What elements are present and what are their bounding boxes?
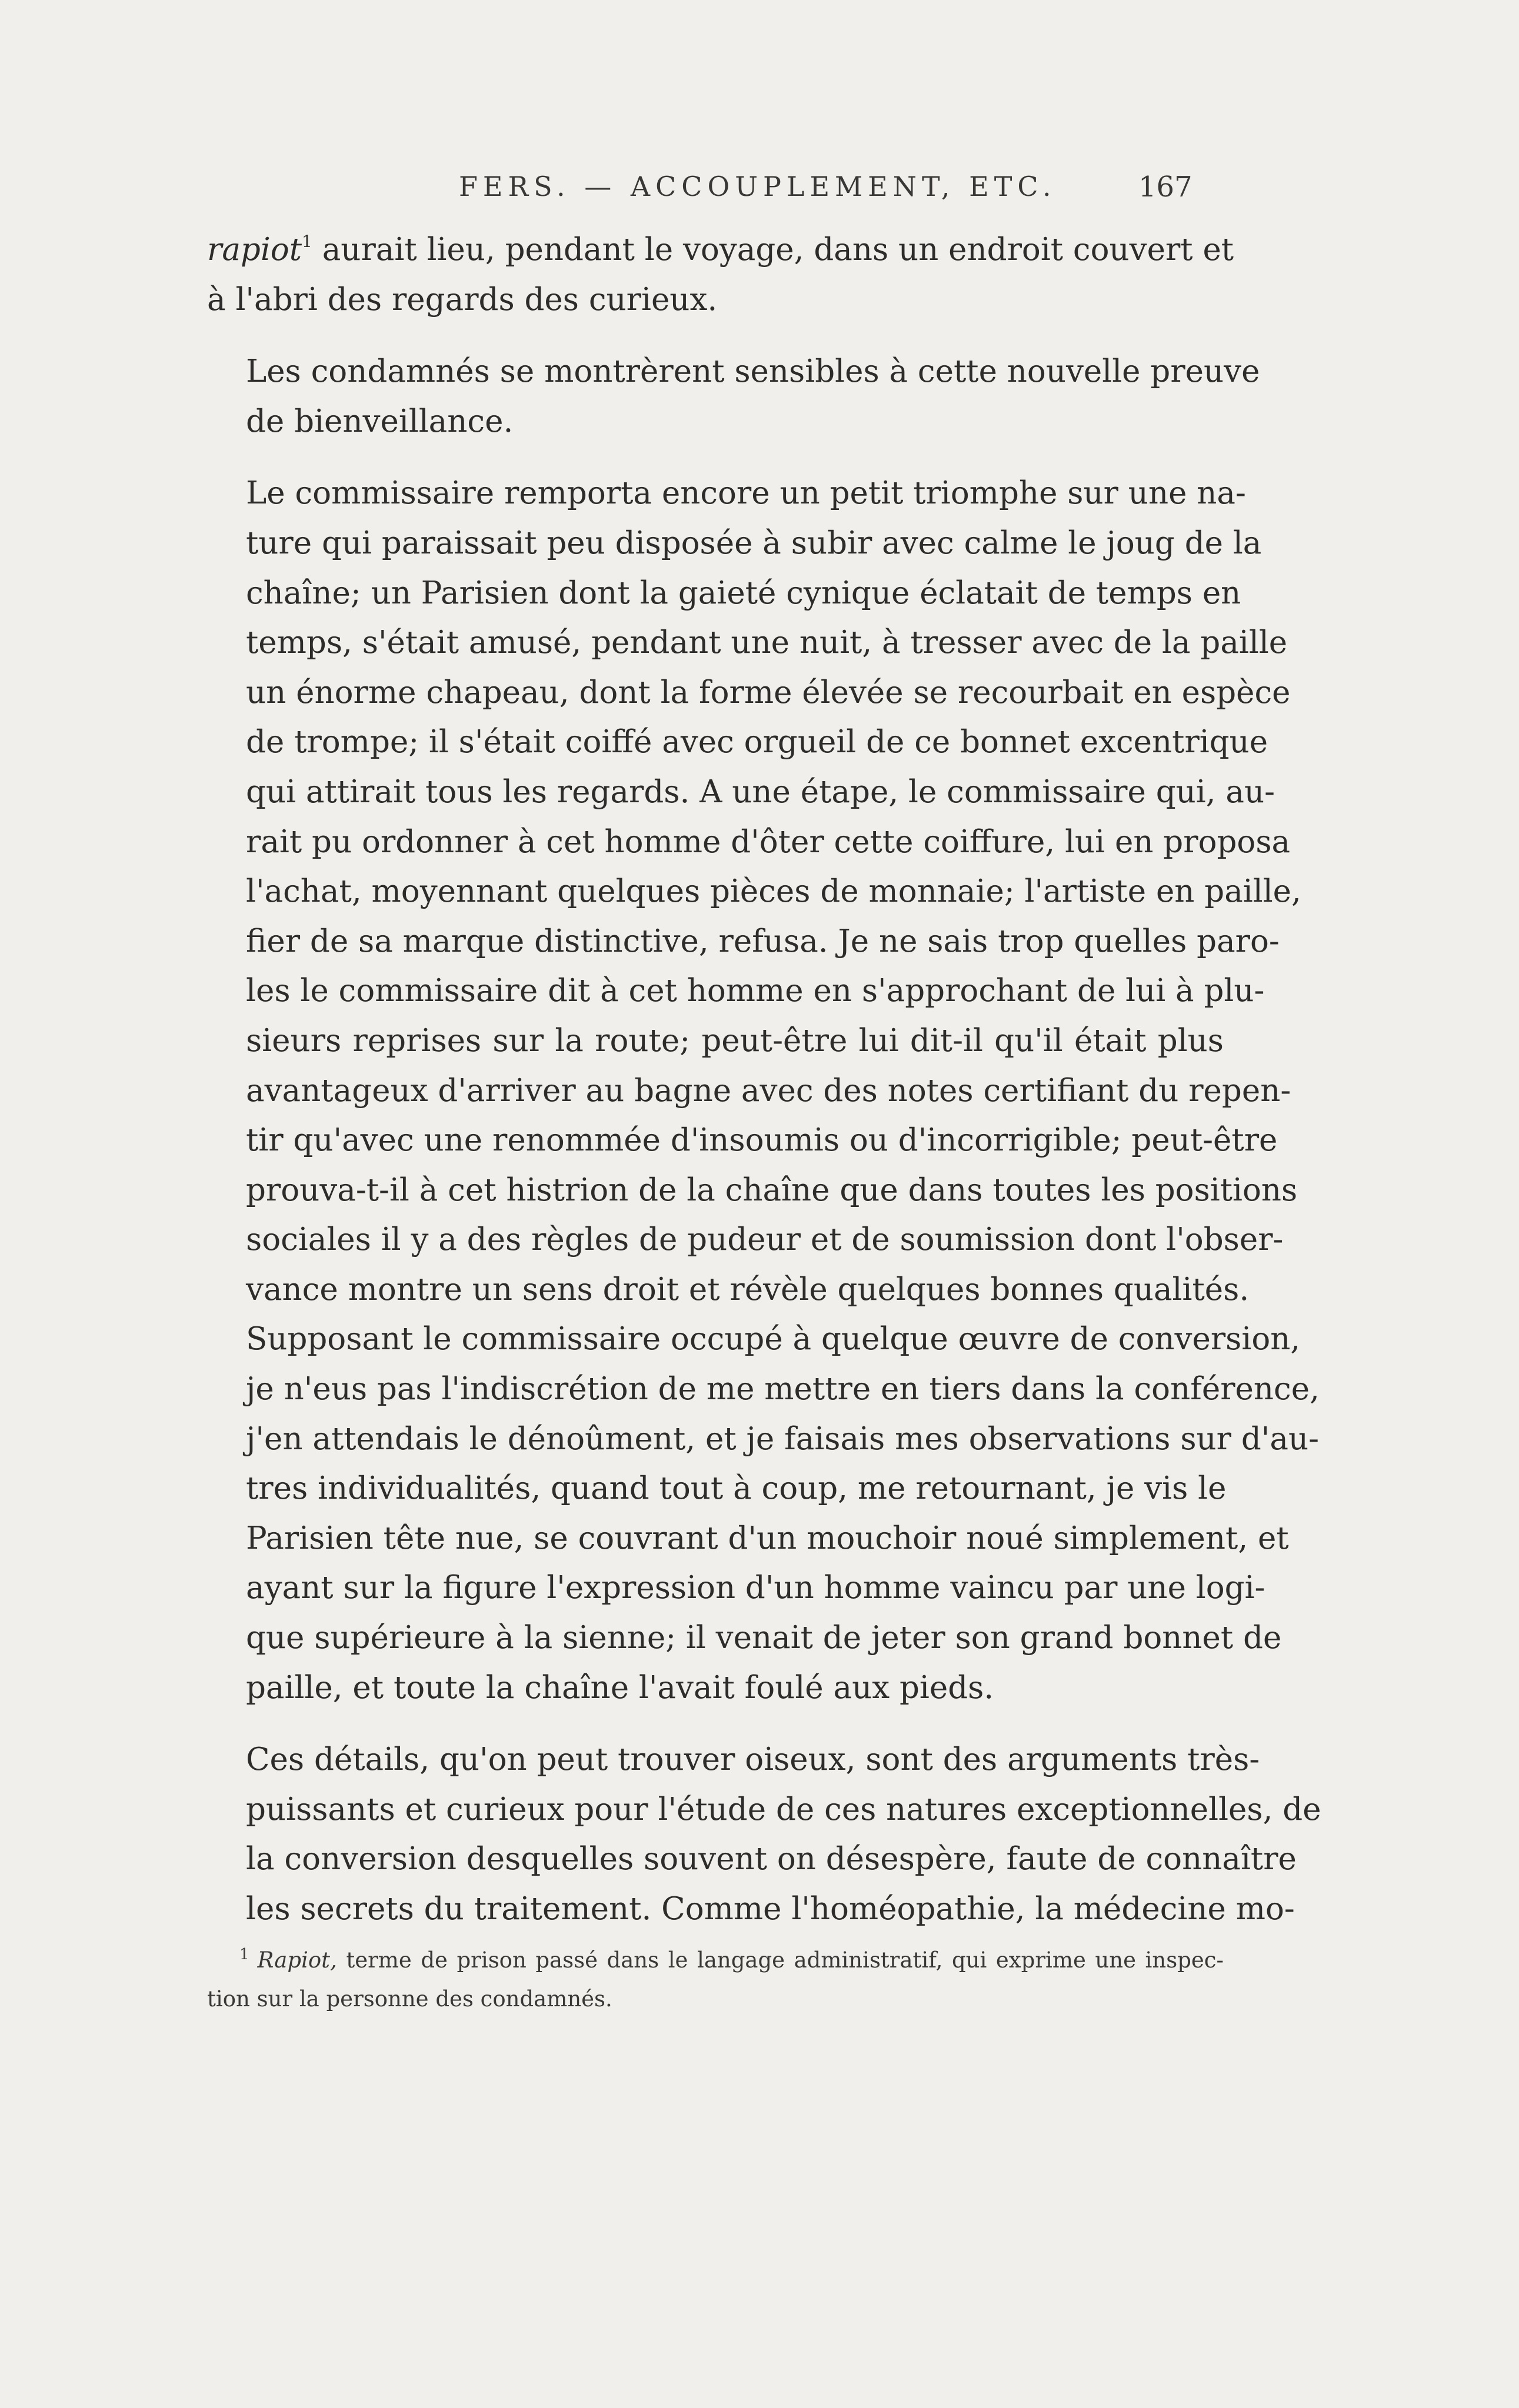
text-line: que supérieure à la sienne; il venait de jeter son grand bonnet de bbox=[246, 1620, 1282, 1656]
text-line: de trompe; il s'était coiffé avec orgueil de ce bonnet excentrique bbox=[246, 724, 1268, 761]
text-line: temps, s'était amusé, pendant une nuit, à tresser avec de la paille bbox=[246, 625, 1288, 661]
text-line: tir qu'avec une renommée d'insoumis ou d'incorrigible; peut-être bbox=[246, 1122, 1278, 1159]
paragraph-4 bbox=[207, 1735, 1321, 1934]
text-line: l'achat, moyennant quelques pièces de monnaie; l'artiste en paille, bbox=[246, 873, 1301, 910]
footnote-line bbox=[207, 1941, 1224, 1980]
text-line: vance montre un sens droit et révèle quelques bonnes qualités. bbox=[246, 1271, 1250, 1308]
text-line: sociales il y a des règles de pudeur et de soumission dont l'obser- bbox=[246, 1222, 1284, 1258]
text-line: fier de sa marque distinctive, refusa. Je ne sais trop quelles paro- bbox=[246, 923, 1280, 959]
text-line: ture qui paraissait peu disposée à subir avec calme le joug de la bbox=[246, 525, 1262, 561]
text-line: tres individualités, quand tout à coup, me retournant, je vis le bbox=[246, 1470, 1227, 1507]
text-line: Parisien tête nue, se couvrant d'un mouchoir noué simplement, et bbox=[246, 1520, 1289, 1556]
text-line-rest: aurait lieu, pendant le voyage, dans un endroit couvert et bbox=[312, 232, 1234, 268]
text-line: Le commissaire remporta encore un petit triomphe sur une na- bbox=[246, 475, 1246, 512]
text-line: ayant sur la figure l'expression d'un homme vaincu par une logi- bbox=[246, 1570, 1265, 1606]
text-line: je n'eus pas l'indiscrétion de me mettre en tiers dans la conférence, bbox=[246, 1371, 1320, 1408]
footnote-line: tion sur la personne des condamnés. bbox=[207, 1986, 612, 2012]
paragraph-1 bbox=[207, 225, 1234, 325]
text-line: Ces détails, qu'on peut trouver oiseux, sont des arguments très- bbox=[246, 1742, 1260, 1778]
paragraph-2 bbox=[207, 347, 1260, 446]
footnote-term: Rapiot, bbox=[257, 1947, 337, 1973]
text-line: chaîne; un Parisien dont la gaieté cynique éclatait de temps en bbox=[246, 575, 1241, 611]
text-line: à l'abri des regards des curieux. bbox=[207, 281, 718, 318]
footnote bbox=[207, 1941, 1224, 2019]
text-line: Supposant le commissaire occupé à quelque œuvre de conversion, bbox=[246, 1321, 1301, 1358]
text-line: rait pu ordonner à cet homme d'ôter cette coiffure, lui en proposa bbox=[246, 823, 1291, 860]
page-header bbox=[0, 171, 1519, 212]
text-line: puissants et curieux pour l'étude de ces natures exceptionnelles, de bbox=[246, 1791, 1321, 1827]
body-text bbox=[207, 225, 1321, 1935]
text-line: les secrets du traitement. Comme l'homéopathie, la médecine mo- bbox=[246, 1891, 1295, 1927]
text-line bbox=[207, 225, 1234, 275]
text-line: Les condamnés se montrèrent sensibles à cette nouvelle preuve bbox=[246, 353, 1260, 390]
paragraph-3 bbox=[207, 469, 1320, 1713]
text-line: de bienveillance. bbox=[246, 403, 514, 439]
text-line: les le commissaire dit à cet homme en s'approchant de lui à plu- bbox=[246, 973, 1265, 1009]
text-line: sieurs reprises sur la route; peut-être lui dit-il qu'il était plus bbox=[246, 1022, 1224, 1059]
text-line: qui attirait tous les regards. A une étape, le commissaire qui, au- bbox=[246, 773, 1275, 810]
footnote-number: 1 bbox=[239, 1946, 249, 1963]
text-line: prouva-t-il à cet histrion de la chaîne que dans toutes les positions bbox=[246, 1172, 1298, 1208]
italic-term: rapiot bbox=[207, 232, 302, 268]
running-head: FERS. — ACCOUPLEMENT, ETC. bbox=[459, 171, 1057, 202]
footnote-text: terme de prison passé dans le langage administratif, qui exprime une inspec- bbox=[337, 1947, 1224, 1973]
page-number: 167 bbox=[1138, 171, 1192, 204]
text-line: un énorme chapeau, dont la forme élevée se recourbait en espèce bbox=[246, 674, 1291, 711]
text-line: paille, et toute la chaîne l'avait foulé aux pieds. bbox=[246, 1669, 994, 1706]
text-line: la conversion desquelles souvent on désespère, faute de connaître bbox=[246, 1841, 1297, 1877]
text-line: avantageux d'arriver au bagne avec des notes certifiant du repen- bbox=[246, 1072, 1291, 1109]
footnote-ref[interactable]: 1 bbox=[302, 232, 312, 251]
text-line: j'en attendais le dénoûment, et je faisais mes observations sur d'au- bbox=[246, 1420, 1319, 1457]
